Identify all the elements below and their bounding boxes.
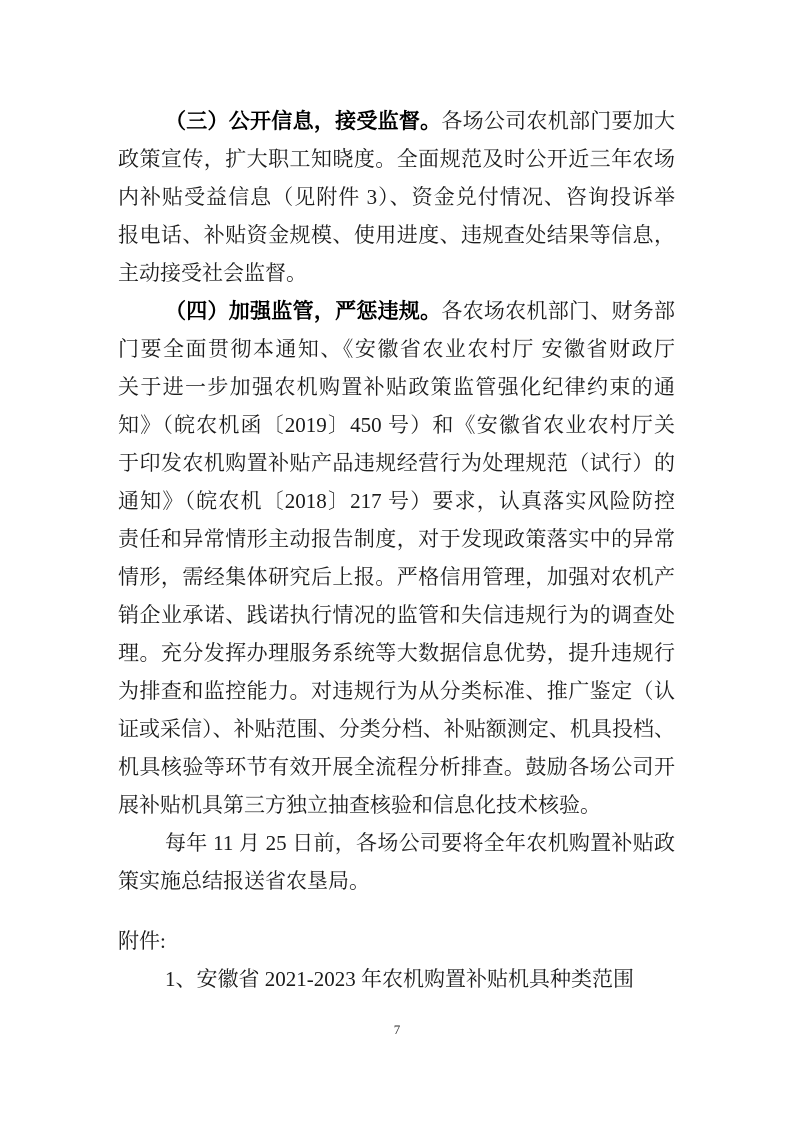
paragraph-3-line: 报电话、补贴资金规模、使用进度、违规查处结果等信息， [118,223,675,247]
paragraph-4-line: 情形，需经集体研究后上报。严格信用管理，加强对农机产 [118,565,675,589]
paragraph-4-heading: （四）加强监管，严惩违规。 [165,300,442,323]
closing-paragraph-line: 策实施总结报送省农垦局。 [118,869,370,893]
paragraph-4-line: 展补贴机具第三方独立抽查核验和信息化技术核验。 [118,793,601,817]
paragraph-4-line: 关于进一步加强农机购置补贴政策监管强化纪律约束的通 [118,375,675,399]
attachments-label: 附件: [118,929,166,953]
paragraph-3-text: 各场公司农机部门要加大 [441,109,675,133]
paragraph-4-line: 责任和异常情形主动报告制度，对于发现政策落实中的异常 [118,527,675,551]
paragraph-4-line [118,292,675,330]
paragraph-4-line: 理。充分发挥办理服务系统等大数据信息优势，提升违规行 [118,641,675,665]
paragraph-4-line: 证或采信）、补贴范围、分类分档、补贴额测定、机具投档、 [118,717,675,741]
paragraph-4-line: 知》（皖农机函〔2019〕450 号）和《安徽省农业农村厅关 [118,413,675,437]
paragraph-3-heading: （三）公开信息，接受监督。 [165,110,442,133]
paragraph-3-line: 政策宣传，扩大职工知晓度。全面规范及时公开近三年农场 [118,147,675,171]
paragraph-4-line: 机具核验等环节有效开展全流程分析排查。鼓励各场公司开 [118,755,675,779]
attachment-item-1: 1、安徽省 2021-2023 年农机购置补贴机具种类范围 [165,967,634,991]
paragraph-4-line: 于印发农机购置补贴产品违规经营行为处理规范（试行）的 [118,451,675,475]
paragraph-3-line: 内补贴受益信息（见附件 3）、资金兑付情况、咨询投诉举 [118,185,675,209]
paragraph-4-line: 通知》（皖农机〔2018〕217 号）要求，认真落实风险防控 [118,489,675,513]
paragraph-4-text: 各农场农机部门、财务部 [441,299,675,323]
paragraph-4-line: 门要全面贯彻本通知、《安徽省农业农村厅 安徽省财政厅 [118,337,675,361]
page-number: 7 [393,1022,401,1037]
paragraph-3-line [118,102,675,140]
paragraph-4-line: 为排查和监控能力。对违规行为从分类标准、推广鉴定（认 [118,679,675,703]
closing-paragraph-line: 每年 11 月 25 日前，各场公司要将全年农机购置补贴政 [165,831,675,855]
paragraph-4-line: 销企业承诺、践诺执行情况的监管和失信违规行为的调查处 [118,603,675,627]
document-body [118,102,675,998]
paragraph-3-line: 主动接受社会监督。 [118,261,307,285]
